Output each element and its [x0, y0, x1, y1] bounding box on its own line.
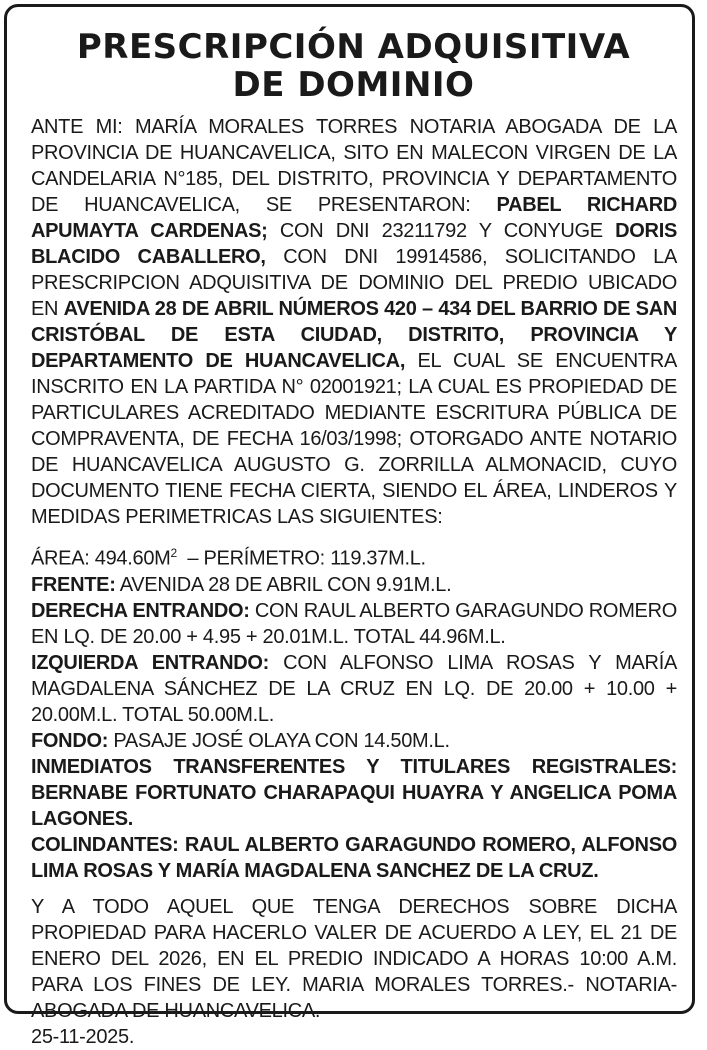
property-address: AVENIDA 28 DE ABRIL NÚMEROS 420 – 434 DEL BARRIO DE SAN CRISTÓBAL DE ESTA CIUDAD, DISTRITO, PROVINCIA Y DEPARTAMENTO DE HUANCAVELICA, — [31, 298, 677, 372]
intro-text-2: CON DNI 23211792 Y CONYUGE — [267, 220, 616, 242]
intro-text-1: ANTE MI: MARÍA MORALES TORRES NOTARIA ABOGADA DE LA PROVINCIA DE HUANCAVELICA, SITO EN MALECON VIRGEN DE LA CANDELARIA N°185, DEL DISTRITO, PROVINCIA Y DEPARTAMENTO DE HUANCAVELICA, SE PRESENTARON: — [31, 116, 677, 216]
perimeter-text: – PERÍMETRO: 119.37M.L. — [176, 547, 426, 570]
frente-label: FRENTE: — [31, 573, 116, 596]
area-text: ÁREA: 494.60M — [31, 547, 171, 570]
fondo-label: FONDO: — [31, 729, 109, 752]
inmediatos-text: INMEDIATOS TRANSFERENTES Y TITULARES REGISTRALES: BERNABE FORTUNATO CHARAPAQUI HUAYRA Y ANGELICA POMA LAGONES. — [31, 755, 677, 830]
frente-line — [31, 572, 677, 598]
inmediatos-line — [31, 754, 677, 832]
area-line — [31, 540, 677, 572]
spouse-name: DORIS BLACIDO CABALLERO, — [31, 220, 677, 268]
derecha-label: DERECHA ENTRANDO: — [31, 599, 250, 622]
closing-text: Y A TODO AQUEL QUE TENGA DERECHOS SOBRE DICHA PROPIEDAD PARA HACERLO VALER DE ACUERDO A LEY, EL 21 DE ENERO DEL 2026, EN EL PREDIO INDICADO A HORAS 10:00 A.M. PARA LOS FINES DE LEY. MARIA MORALES TORRES.- NOTARIA-ABOGADA DE HUANCAVELICA. — [31, 895, 677, 1022]
colindantes-line — [31, 832, 677, 884]
section-gap — [31, 884, 677, 894]
title-line-2: DE DOMINIO — [232, 65, 475, 105]
closing-paragraph — [31, 894, 677, 1050]
notice-title — [0, 28, 707, 104]
title-line-1: PRESCRIPCIÓN ADQUISITIVA — [76, 27, 631, 67]
frente-value: AVENIDA 28 DE ABRIL CON 9.91M.L. — [115, 573, 452, 596]
fondo-line — [31, 728, 677, 754]
intro-text-3: CON DNI 19914586, SOLICITANDO LA PRESCRIPCION ADQUISITIVA DE DOMINIO DEL PREDIO UBICADO EN — [31, 246, 677, 320]
fondo-value: PASAJE JOSÉ OLAYA CON 14.50M.L. — [108, 729, 450, 752]
izquierda-value: CON ALFONSO LIMA ROSAS Y MARÍA MAGDALENA SÁNCHEZ DE LA CRUZ EN LQ. DE 20.00 + 10.00 + 20.00M.L. TOTAL 50.00M.L. — [31, 651, 677, 726]
intro-text-4: EL CUAL SE ENCUENTRA INSCRITO EN LA PARTIDA N° 02001921; LA CUAL ES PROPIEDAD DE PARTICULARES ACREDITADO MEDIANTE ESCRITURA PÚBLICA DE COMPRAVENTA, DE FECHA 16/03/1998; OTORGADO ANTE NOTARIO DE HUANCAVELICA AUGUSTO G. ZORRILLA ALMONACID, CUYO DOCUMENTO TIENE FECHA CIERTA, SIENDO EL ÁREA, LINDEROS Y MEDIDAS PERIMETRICAS LAS SIGUIENTES: — [31, 350, 678, 528]
notice-body — [31, 114, 677, 1050]
intro-paragraph — [31, 114, 677, 530]
applicant-name: PABEL RICHARD APUMAYTA CARDENAS; — [31, 194, 678, 242]
derecha-line — [31, 598, 677, 650]
closing-date: 25-11-2025. — [31, 1025, 135, 1048]
derecha-value: CON RAUL ALBERTO GARAGUNDO ROMERO EN LQ. DE 20.00 + 4.95 + 20.01M.L. TOTAL 44.96M.L. — [31, 599, 677, 648]
section-gap — [31, 530, 677, 540]
colindantes-text: COLINDANTES: RAUL ALBERTO GARAGUNDO ROMERO, ALFONSO LIMA ROSAS Y MARÍA MAGDALENA SANCHEZ DE LA CRUZ. — [31, 833, 677, 882]
izquierda-label: IZQUIERDA ENTRANDO: — [31, 651, 270, 674]
area-superscript: 2 — [170, 546, 177, 560]
izquierda-line — [31, 650, 677, 728]
